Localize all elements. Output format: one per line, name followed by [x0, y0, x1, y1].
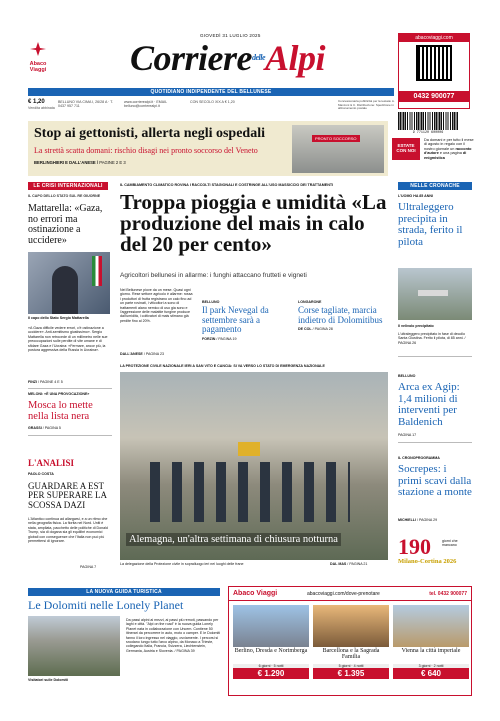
countdown-label: giorni che mancano — [442, 539, 458, 548]
price-note: Vendita abbinata — [28, 106, 55, 110]
left-ref2: GRASSI / PAGINA 5 — [28, 426, 61, 430]
left-headline[interactable]: Mattarella: «Gaza, no errori ma ostinazione a uccidere» — [28, 203, 103, 246]
analysis-title[interactable]: GUARDARE A EST PER SUPERARE LA SCOSSA DAZI — [28, 481, 107, 510]
ultralight-photo — [398, 268, 472, 320]
top-story-title: Stop ai gettonisti, allerta negli ospedali — [34, 126, 265, 141]
contact-web: www.corrierealpi.it · EMAIL belluno@corrierealpi.it — [124, 100, 168, 109]
right-ref3: MICHIELLI / PAGINA 29 — [398, 518, 438, 522]
ad-header: Abaco Viaggi abacoviaggi.com/dove-prenotare tel. 0432 900077 — [229, 587, 471, 601]
section-guida: LA NUOVA GUIDA TURISTICA — [28, 588, 220, 596]
flag-icon — [92, 256, 102, 286]
top-story-subtitle: La strettà scatta domani: rischio disagi nei pronto soccorso del Veneto — [34, 146, 258, 155]
bottom-body: Da passi alpini ai mezzi, ai passi più remoti, passando per laghi e città. "Alpi on the road" è la nuova guida Lonely Planet nata in collaborazione con Uncem. Contiene 50 itinerari da percorrere in auto, moto o camper. E le Dolomiti fanno il loro ingresso nel viaggio, ovviamente. I percorsi si snodano lungo tutto l'arco alpino, da Monaco a Trieste, collegando Italia, Francia, Svizzera, Liechtenstein, Germania, Austria e Slovenia. / PAGINA 39 — [126, 618, 221, 653]
lead-body: Nel Bellunese piove da un mese. Quasi ogni giorno. Rese settore agricolo è allarme: rossa i produttori di frutta registrano un calo fino ad un parte rovinati, i viticoltori a sono di trattamenti alano nemico di uso gia sono e l'aggressione delle malattie fungine produce dall'umidità, i coltivatori di mais stimano già perdite fino al 20%. — [120, 288, 193, 323]
analysis-page: PAGINA 7 — [80, 565, 97, 569]
photo-headline[interactable]: Alemagna, un'altra settimana di chiusura notturna — [126, 533, 341, 546]
left-kicker2: MELONI: «È UNA PROVOCAZIONE» — [28, 392, 90, 396]
right-headline3[interactable]: Socrepes: i primi scavi dalla stazione a monte — [398, 463, 472, 499]
section-crisi: LE CRISI INTERNAZIONALI — [28, 182, 108, 190]
people-group — [150, 462, 350, 522]
right-caption-title: Il velivolo precipitato — [398, 324, 434, 328]
barcelona-photo — [313, 605, 389, 647]
mattarella-photo — [28, 252, 110, 314]
right-headline[interactable]: Ultraleggero precipita in strada, ferito il pilota — [398, 201, 463, 248]
photo-kicker: LA PROTEZIONE CIVILE NAZIONALE IERI A SAN VITO E CANCIA: SI VA VERSO LO STATO DI EMERGENZA NAZIONALE — [120, 364, 325, 368]
photo-caption: La delegazione della Protezione civile in sopralluogo ieri nei luoghi delle frane — [120, 562, 244, 566]
excavator-shape — [238, 442, 260, 456]
person-shape — [52, 266, 78, 314]
section-cronache: NELLE CRONACHE — [398, 182, 472, 190]
ad-top-right[interactable]: abacoviaggi.com 0432 900077 — [398, 33, 470, 109]
compass-icon — [30, 42, 46, 56]
analysis-body: L'Atlantico continua ad allargarsi, e a un ritmo che nella geografia fisica. La fiorita nel Nord. Uniti è stata, ampliata, pacchetto delle politiche di Donald Trump, sia di dogana sia gli equilibri economici globali con conseguenze che l'Italia non può più permettersi di ignorare. — [28, 517, 108, 544]
right-headline2[interactable]: Arca ex Agip: 1,4 milioni di interventi per Baldenich — [398, 381, 460, 428]
right-kicker2: BELLUNO — [398, 374, 416, 378]
legal-note: Concessionaria pubblicità per la testata: A. Manzoni & C. Distribuzione: Spedizione in abbonamento postale — [338, 99, 395, 111]
landslide-photo — [120, 372, 388, 560]
left-headline2[interactable]: Mosca lo mette nella lista nera — [28, 400, 93, 423]
lead-ref: DALL'ANESE / PAGINA 23 — [120, 352, 164, 356]
analysis-author: PAOLO COSTA — [28, 472, 54, 476]
plane-shape — [418, 290, 448, 296]
barcode-digits: 9 771120 600006 — [412, 131, 444, 135]
dolomiti-photo — [28, 616, 120, 676]
bottom-caption: Visitatori sulle Dolomiti — [28, 678, 68, 682]
left-body: «A Gaza difficile vedere errori, c'è ostinazione a uccidere». Anti-semitismo giustissimo». Sergio Mattarella non retrocede di un millimetro nelle sue preoccupazioni sulle perdite di vite umane e di sfidare Gaza e l'Ucraina: «Fermare, ancor più, la postura aggressiva della Russia in Ucraina». — [28, 326, 108, 353]
qr-code — [416, 45, 452, 81]
masthead-title: Corriere$^{delle}$Alpi — [130, 38, 326, 78]
ad-phone: 0432 900077 — [399, 91, 469, 102]
photo-ref: DAL MAS / PAGINA 21 — [330, 562, 368, 566]
right-caption-body: L'ultraleggero precipitato in fase di decollo Santa Giustina. Ferito il pilota, di 85 anni. / PAGINA 26 — [398, 332, 466, 345]
mid-story-1[interactable]: BELLUNO Il park Nevegal da settembre sarà a pagamento FORZIN / PAGINA 19 — [202, 300, 269, 341]
top-story[interactable] — [28, 121, 388, 176]
abaco-ad[interactable] — [228, 586, 472, 696]
left-body-ref: FINZI / PAGINE 4 E 5 — [28, 380, 63, 384]
bottom-headline[interactable]: Le Dolomiti nelle Lonely Planet — [28, 598, 184, 612]
abaco-logo: Abaco Viaggi — [22, 42, 54, 70]
promo-logo: ESTATE CON NOI — [392, 138, 420, 160]
tagline: QUOTIDIANO INDIPENDENTE DEL BELLUNESE — [28, 88, 394, 96]
contact-left: BELLUNO VIA CIMA I, 26/28 A · T. 0437 957 711 — [58, 100, 114, 109]
lead-kicker: IL CAMBIAMENTO CLIMATICO ROVINA I RACCOLTI STAGIONALI E COSTRINGE ALL'USO MASSICCIO DEI TRATTAMENTI — [120, 183, 334, 187]
date: GIOVEDÌ 31 LUGLIO 2025 — [200, 33, 261, 38]
lead-subhead: Agricoltori bellunesi in allarme: i funghi attaccano frutteti e vigneti — [120, 272, 307, 279]
countdown-box — [398, 536, 472, 566]
promo-text: Da domani e per tutto il mese di agosto in regalo con il nostro giornale un racconto d'autore e una pagina di enigmistica — [424, 138, 474, 160]
top-story-photo: PRONTO SOCCORSO — [292, 125, 384, 173]
barcode — [398, 112, 458, 130]
right-kicker: L'UOMO HA 85 ANNI — [398, 194, 433, 198]
mid-story-2[interactable]: LONGARONE Corse tagliate, marcia indietro di Dolomitibus DE COL / PAGINA 28 — [298, 300, 383, 332]
contact-adv: CON SECOLO XIX A € 1,20 — [190, 100, 235, 104]
left-caption: Il capo dello Stato Sergio Mattarella — [28, 316, 89, 320]
right-kicker3: IL CRONOPROGRAMMA — [398, 456, 440, 460]
ad-offer-2[interactable]: Barcellona e la Sagrada Familia 5 giorni · 4 notti € 1.395 — [313, 605, 389, 679]
countdown-event: Milano-Cortina 2026 — [398, 558, 457, 565]
berlin-photo — [233, 605, 309, 647]
countdown-number: 190 — [398, 534, 431, 559]
left-kicker: IL CAPO DELLO STATO SUL RE GIUORNE — [28, 194, 101, 198]
ad-offer-3[interactable]: Vienna la città imperiale 3 giorni · 2 notti € 640 — [393, 605, 469, 679]
vienna-photo — [393, 605, 469, 647]
top-story-byline: BERLINGHIERI E DALL'ANESE / PAGINE 2 E 3 — [34, 160, 126, 165]
lead-headline[interactable]: Troppa pioggia e umidità «La produzione del mais in calo del 20 per cento» — [120, 190, 387, 256]
right-page2: PAGINA 17 — [398, 433, 417, 437]
analysis-label: L'ANALISI — [28, 458, 75, 468]
ad-offer-1[interactable]: Berlino, Dresda e Norimberga 6 giorni · 5 notti € 1.290 — [233, 605, 309, 679]
price: € 1,20 — [28, 99, 45, 105]
